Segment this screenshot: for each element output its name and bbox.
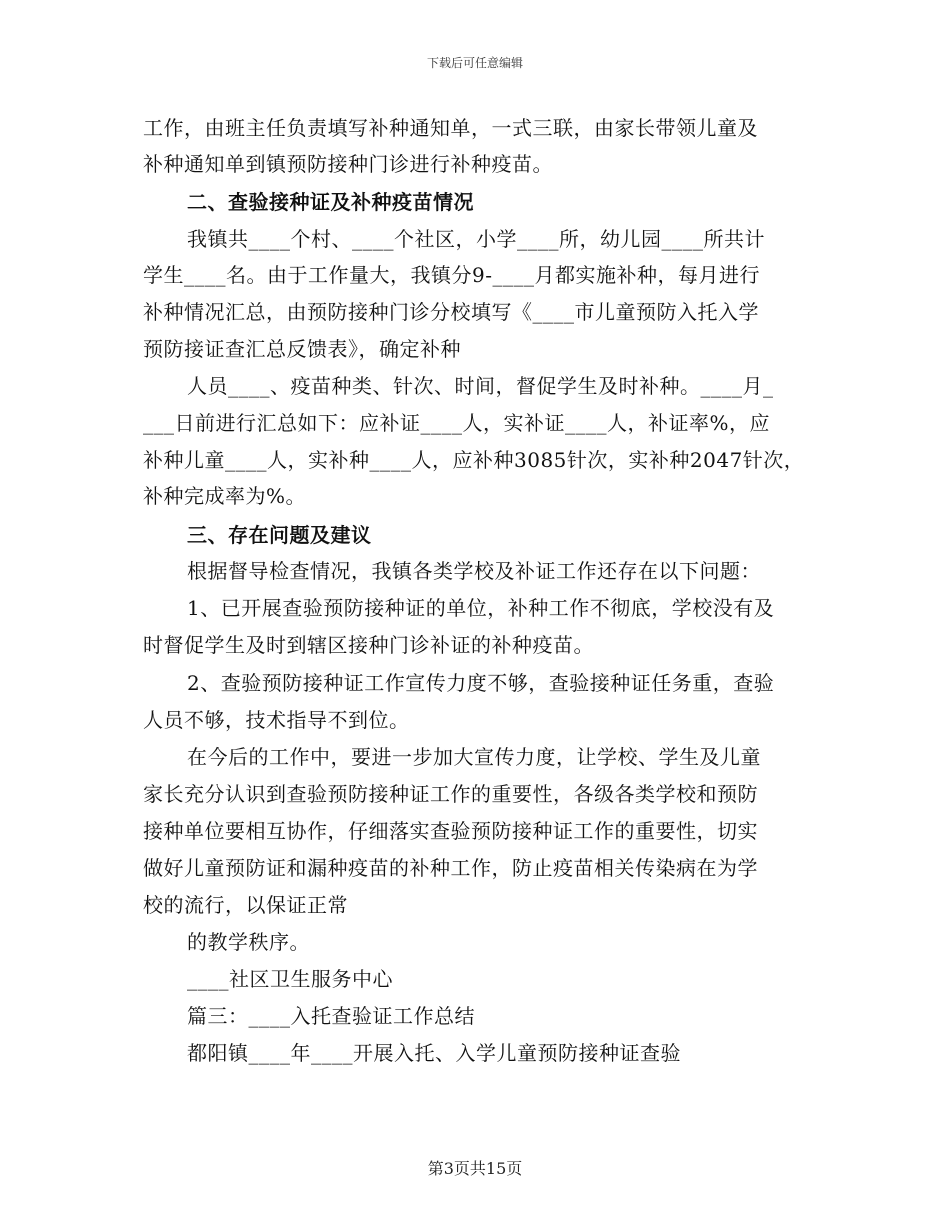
body-line: 在今后的工作中，要进一步加大宣传力度，让学校、学生及儿童 xyxy=(187,745,761,769)
body-line: 补种完成率为%。 xyxy=(143,484,307,508)
body-line: 家长充分认识到查验预防接种证工作的重要性，各级各类学校和预防 xyxy=(143,782,758,806)
body-line: 做好儿童预防证和漏种疫苗的补种工作，防止疫苗相关传染病在为学 xyxy=(143,856,758,880)
header-note: 下载后可任意编辑 xyxy=(426,56,523,70)
body-line: 校的流行，以保证正常 xyxy=(143,893,348,917)
section-heading: 二、查验接种证及补种疫苗情况 xyxy=(187,190,474,214)
body-line: ____社区卫生服务中心 xyxy=(187,967,393,991)
page-footer: 第3页共15页 xyxy=(427,1159,523,1178)
body-line: 2、查验预防接种证工作宣传力度不够，查验接种证任务重，查验 xyxy=(187,671,775,695)
body-line: 篇三：____入托查验证工作总结 xyxy=(187,1004,475,1028)
body-line: 工作，由班主任负责填写补种通知单，一式三联，由家长带领儿童及 xyxy=(143,116,758,140)
section-heading: 三、存在问题及建议 xyxy=(187,523,372,547)
body-line: 1、已开展查验预防接种证的单位，补种工作不彻底，学校没有及 xyxy=(187,596,775,620)
body-line: 人员不够，技术指导不到位。 xyxy=(143,708,410,732)
body-line: 学生____名。由于工作量大，我镇分9-____月都实施补种，每月进行 xyxy=(143,263,760,287)
body-line: 人员____、疫苗种类、针次、时间，督促学生及时补种。____月_ xyxy=(187,374,774,398)
body-line: 都阳镇____年____开展入托、入学儿童预防接种证查验 xyxy=(187,1041,681,1065)
body-line: ___日前进行汇总如下：应补证____人，实补证____人，补证率%，应 xyxy=(143,411,771,435)
body-line: 我镇共____个村、____个社区，小学____所，幼儿园____所共计 xyxy=(187,227,765,251)
body-line: 根据督导检查情况，我镇各类学校及补证工作还存在以下问题： xyxy=(187,559,761,583)
body-line: 预防接证查汇总反馈表》，确定补种 xyxy=(143,337,461,361)
body-line: 时督促学生及时到辖区接种门诊补证的补种疫苗。 xyxy=(143,633,594,657)
body-line: 补种儿童____人，实补种____人，应补种3085针次，实补种2047针次， xyxy=(143,448,805,472)
body-line: 补种情况汇总，由预防接种门诊分校填写《____市儿童预防入托入学 xyxy=(143,300,759,324)
body-line: 接种单位要相互协作，仔细落实查验预防接种证工作的重要性，切实 xyxy=(143,819,758,843)
body-line: 的教学秩序。 xyxy=(187,930,310,954)
body-line: 补种通知单到镇预防接种门诊进行补种疫苗。 xyxy=(143,152,553,176)
